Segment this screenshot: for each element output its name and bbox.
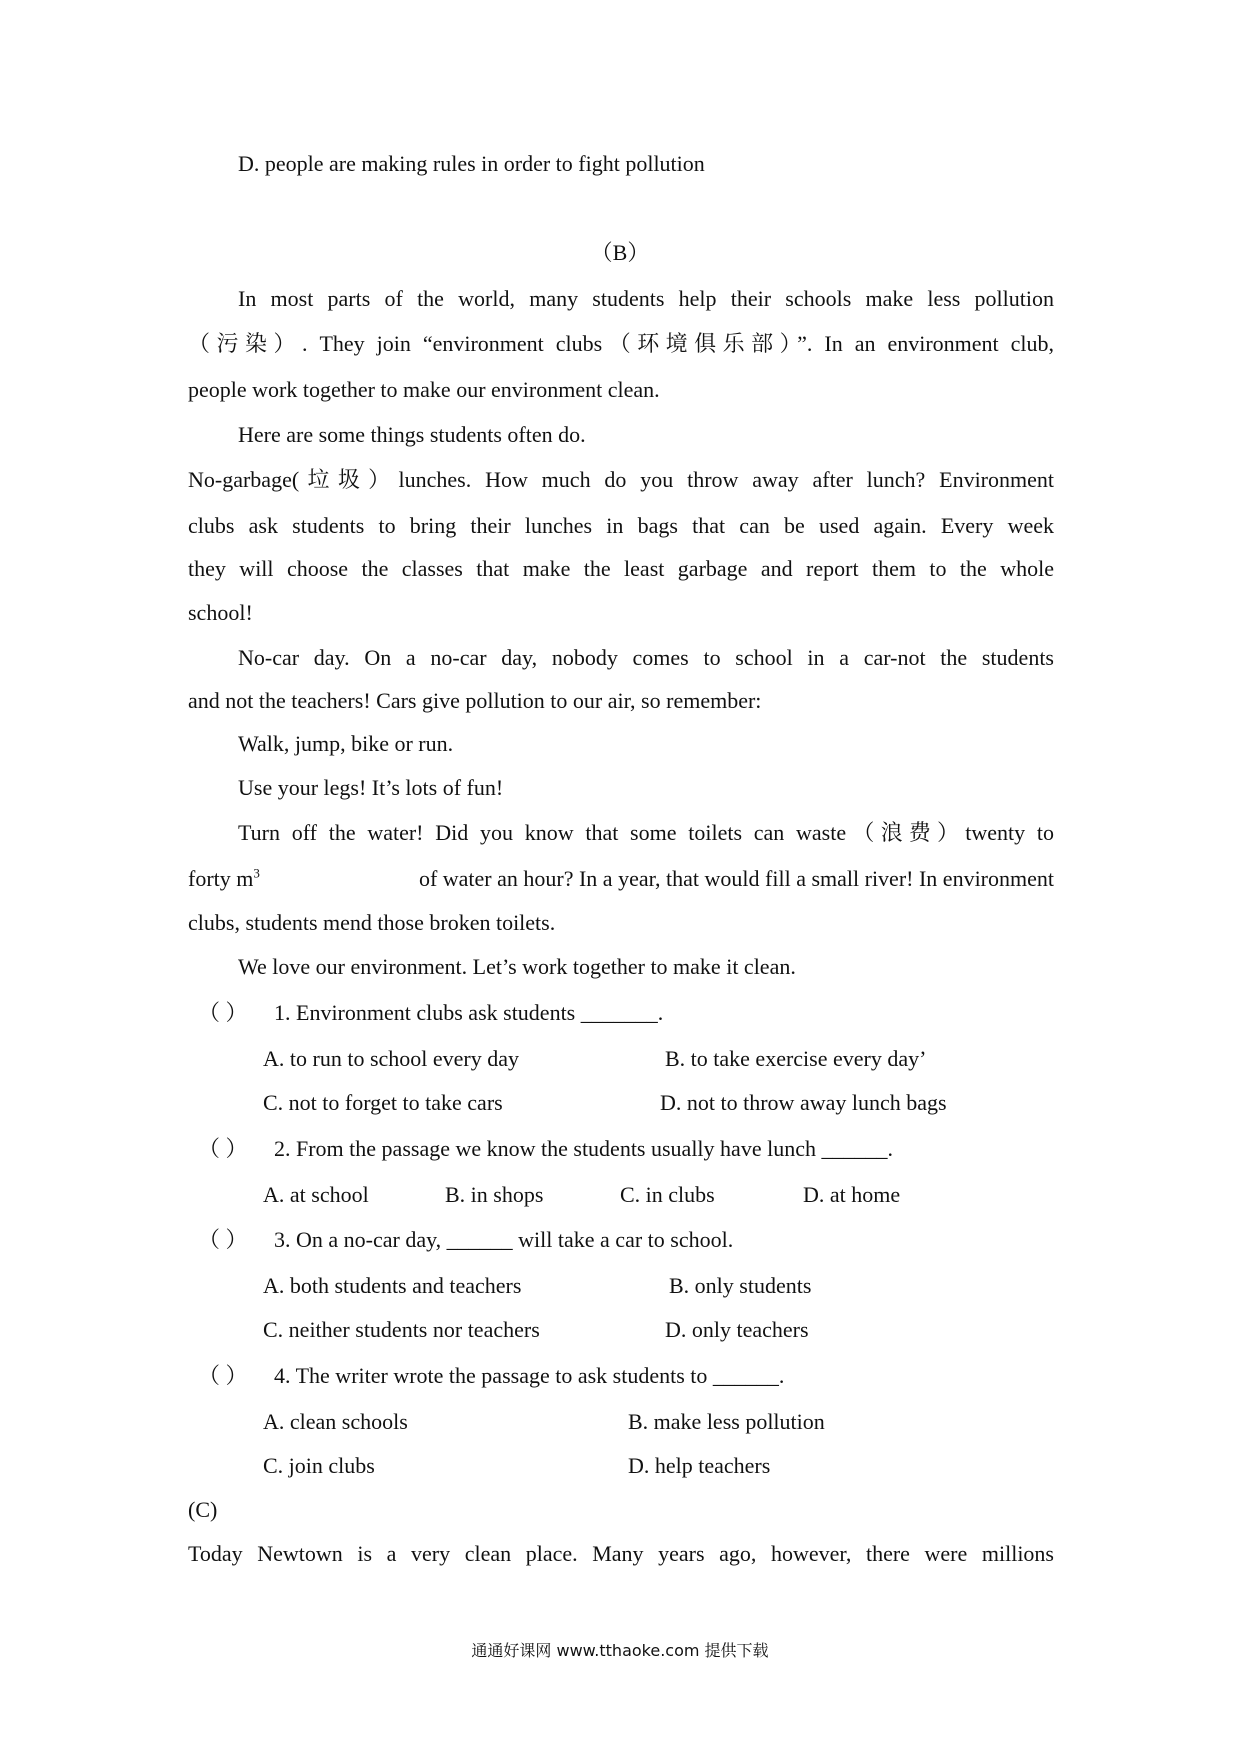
passage-b-line: clubs ask students to bring their lunches in bags that can be used again. Every week [188,513,1054,538]
passage-b-line: Here are some things students often do. [238,422,586,447]
option-c: C. in clubs [620,1182,715,1207]
passage-text: forty $m^3$ [188,865,260,891]
option-c: C. not to forget to take cars [263,1090,503,1115]
section-c-heading: (C) [188,1497,218,1522]
passage-c-line: Today Newtown is a very clean place. Many years ago, however, there were millions [188,1541,1054,1566]
passage-b-line: and not the teachers! Cars give pollution to our air, so remember: [188,688,762,713]
question-stem: 4. The writer wrote the passage to ask students to ______. [274,1363,785,1388]
passage-b-line: they will choose the classes that make the least garbage and report them to the whole [188,556,1054,581]
passage-b-line: Turn off the water! Did you know that some toilets can waste（浪费）twenty to [238,820,1054,845]
answer-bracket[interactable]: （ ） [198,1136,248,1161]
passage-b-line: We love our environment. Let’s work together to make it clean. [238,954,796,979]
passage-b-line: （污染）. They join “environment clubs（环境俱乐部）”. In an environment club, [188,331,1054,356]
passage-b-line: In most parts of the world, many students help their schools make less pollution [238,286,1054,311]
option-a: A. both students and teachers [263,1273,522,1298]
passage-b-line-with-superscript [188,864,1054,894]
option-b: B. make less pollution [628,1409,825,1434]
option-b: B. in shops [445,1182,544,1207]
option-c: C. join clubs [263,1453,375,1478]
passage-b-line: No-car day. On a no-car day, nobody comes to school in a car-not the students [238,645,1054,670]
answer-bracket[interactable]: （ ） [198,1363,248,1388]
passage-text: of water an hour? In a year, that would fill a small river! In environment [418,866,1054,891]
passage-b-line: school! [188,600,253,625]
option-c: C. neither students nor teachers [263,1317,540,1342]
option-a: A. clean schools [263,1409,408,1434]
rhyme-line: Walk, jump, bike or run. [238,731,454,756]
option-d: D. help teachers [628,1453,771,1478]
question-stem: 1. Environment clubs ask students _______. [274,1000,664,1025]
passage-b-line: No-garbage(垃圾）lunches. How much do you throw away after lunch? Environment [188,467,1054,492]
answer-bracket[interactable]: （ ） [198,1227,248,1252]
answer-bracket[interactable]: （ ） [198,1000,248,1025]
superscript: 3 [253,865,260,881]
previous-option-d: D. people are making rules in order to fight pollution [238,151,705,176]
section-b-heading: （B） [590,240,650,265]
option-d: D. not to throw away lunch bags [660,1090,947,1115]
option-b: B. only students [669,1273,812,1298]
question-stem: 2. From the passage we know the students usually have lunch ______. [274,1136,893,1161]
option-d: D. only teachers [665,1317,809,1342]
option-a: A. to run to school every day [263,1046,519,1071]
rhyme-line: Use your legs! It’s lots of fun! [238,775,504,800]
page-footer: 通通好课网 www.tthaoke.com 提供下载 [471,1641,769,1660]
passage-b-line: clubs, students mend those broken toilets. [188,910,556,935]
option-b: B. to take exercise every day’ [665,1046,927,1071]
passage-b-line: people work together to make our environment clean. [188,377,660,402]
option-a: A. at school [263,1182,369,1207]
option-d: D. at home [803,1182,901,1207]
question-stem: 3. On a no-car day, ______ will take a car to school. [274,1227,734,1252]
